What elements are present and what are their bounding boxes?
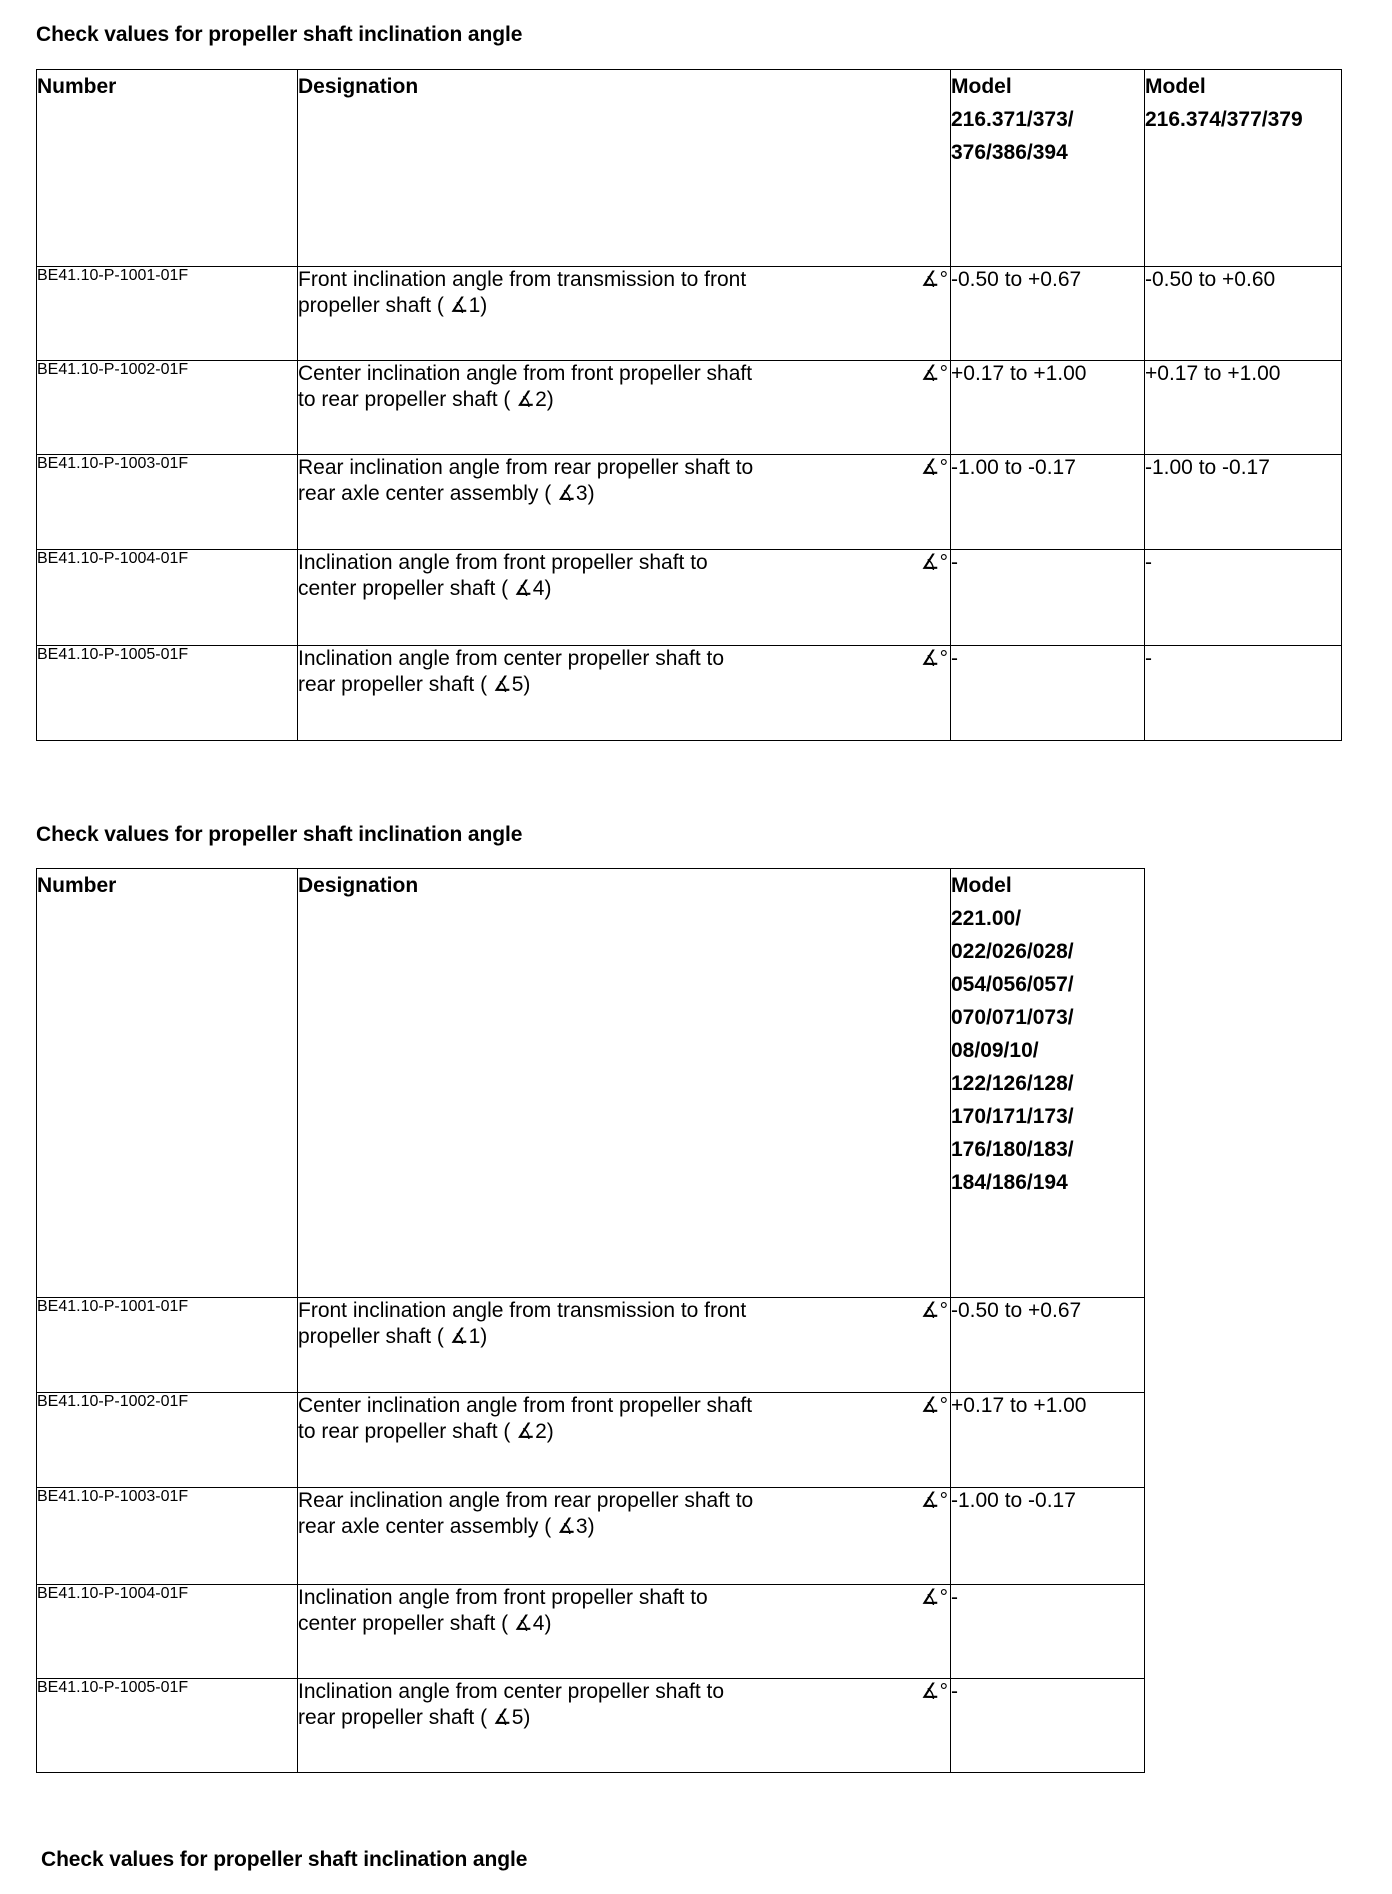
row-designation: Center inclination angle from front propeller shaft to rear propeller shaft ( ∡2) ∡° [298, 361, 951, 455]
row-value: - [1145, 646, 1342, 741]
angle-unit-icon: ∡° [920, 1489, 948, 1512]
angle-unit-icon: ∡° [920, 647, 948, 670]
row-value: +0.17 to +1.00 [951, 1393, 1145, 1488]
table-row [37, 267, 1342, 361]
row-value: -0.50 to +0.67 [951, 267, 1145, 361]
row-value: +0.17 to +1.00 [951, 361, 1145, 455]
row-designation: Inclination angle from front propeller shaft to center propeller shaft ( ∡4) ∡° [298, 1585, 951, 1679]
row-designation: Front inclination angle from transmission to front propeller shaft ( ∡1) ∡° [298, 1298, 951, 1393]
table-row [37, 550, 1342, 646]
angle-unit-icon: ∡° [920, 1586, 948, 1609]
table-row [37, 1488, 1145, 1585]
row-value: - [951, 646, 1145, 741]
row-number: BE41.10-P-1002-01F [37, 1393, 298, 1488]
row-number: BE41.10-P-1003-01F [37, 1488, 298, 1585]
angle-unit-icon: ∡° [920, 362, 948, 385]
row-number: BE41.10-P-1004-01F [37, 550, 298, 646]
section-title: Check values for propeller shaft inclination angle [41, 1848, 528, 1871]
row-designation: Front inclination angle from transmission to front propeller shaft ( ∡1) ∡° [298, 267, 951, 361]
table-row [37, 1585, 1145, 1679]
model-header: Model 221.00/ 022/026/028/ 054/056/057/ 070/071/073/ 08/09/10/ 122/126/128/ 170/171/173/ 176/180/183/ 184/186/194 [951, 869, 1145, 1298]
table-row [37, 646, 1342, 741]
row-value: -1.00 to -0.17 [951, 455, 1145, 550]
row-value: - [951, 1679, 1145, 1773]
row-value: -0.50 to +0.60 [1145, 267, 1342, 361]
model-header: Model 216.374/377/379 [1145, 70, 1342, 267]
row-number: BE41.10-P-1005-01F [37, 646, 298, 741]
number-header: Number [37, 869, 298, 1298]
check-values-table [36, 868, 1145, 1773]
row-value: - [951, 1585, 1145, 1679]
angle-unit-icon: ∡° [920, 268, 948, 291]
row-value: -1.00 to -0.17 [951, 1488, 1145, 1585]
row-number: BE41.10-P-1003-01F [37, 455, 298, 550]
table-header-row [37, 869, 1145, 1298]
angle-unit-icon: ∡° [920, 551, 948, 574]
angle-unit-icon: ∡° [920, 1394, 948, 1417]
table-row [37, 455, 1342, 550]
section-title: Check values for propeller shaft inclination angle [36, 23, 523, 46]
table-row [37, 361, 1342, 455]
number-header: Number [37, 70, 298, 267]
table-row [37, 1393, 1145, 1488]
table-row [37, 1679, 1145, 1773]
designation-header: Designation [298, 869, 951, 1298]
row-number: BE41.10-P-1002-01F [37, 361, 298, 455]
table-row [37, 1298, 1145, 1393]
row-number: BE41.10-P-1005-01F [37, 1679, 298, 1773]
row-designation: Rear inclination angle from rear propeller shaft to rear axle center assembly ( ∡3) ∡° [298, 455, 951, 550]
table-header-row [37, 70, 1342, 267]
row-designation: Inclination angle from front propeller shaft to center propeller shaft ( ∡4) ∡° [298, 550, 951, 646]
row-value: +0.17 to +1.00 [1145, 361, 1342, 455]
row-number: BE41.10-P-1004-01F [37, 1585, 298, 1679]
angle-unit-icon: ∡° [920, 1299, 948, 1322]
row-number: BE41.10-P-1001-01F [37, 1298, 298, 1393]
row-designation: Rear inclination angle from rear propeller shaft to rear axle center assembly ( ∡3) ∡° [298, 1488, 951, 1585]
row-designation: Inclination angle from center propeller shaft to rear propeller shaft ( ∡5) ∡° [298, 646, 951, 741]
section-title: Check values for propeller shaft inclination angle [36, 823, 523, 846]
check-values-table [36, 69, 1342, 741]
angle-unit-icon: ∡° [920, 456, 948, 479]
model-header: Model 216.371/373/ 376/386/394 [951, 70, 1145, 267]
row-value: - [951, 550, 1145, 646]
row-value: -0.50 to +0.67 [951, 1298, 1145, 1393]
row-value: - [1145, 550, 1342, 646]
designation-header: Designation [298, 70, 951, 267]
row-designation: Inclination angle from center propeller shaft to rear propeller shaft ( ∡5) ∡° [298, 1679, 951, 1773]
angle-unit-icon: ∡° [920, 1680, 948, 1703]
row-designation: Center inclination angle from front propeller shaft to rear propeller shaft ( ∡2) ∡° [298, 1393, 951, 1488]
row-value: -1.00 to -0.17 [1145, 455, 1342, 550]
row-number: BE41.10-P-1001-01F [37, 267, 298, 361]
